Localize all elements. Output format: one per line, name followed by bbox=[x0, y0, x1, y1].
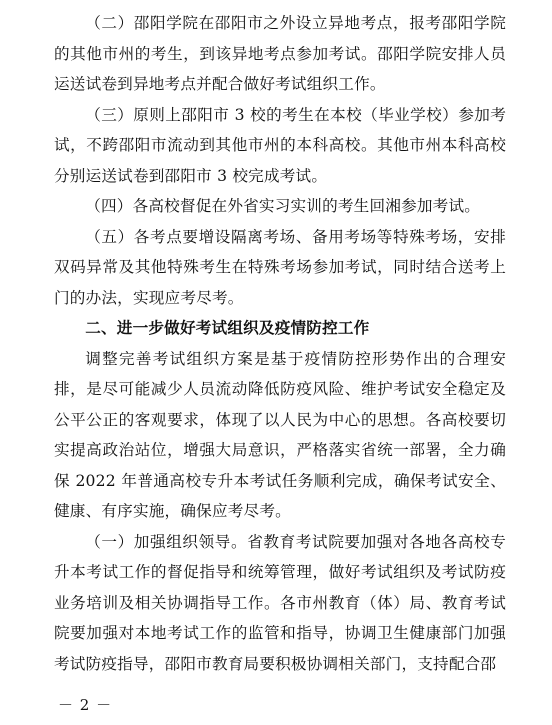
section-heading: 二、进一步做好考试组织及疫情防控工作 bbox=[85, 319, 370, 337]
paragraph-two: （二）邵阳学院在邵阳市之外设立异地考点，报考邵阳学院的其他市州的考生，到该异地考点参加考试。邵阳学院安排人员运送试卷到异地考点并配合做好考试组织工作。 bbox=[54, 14, 506, 93]
paragraph-three: （三）原则上邵阳市 3 校的考生在本校（毕业学校）参加考试，不跨邵阳市流动到其他市州的本科高校。其他市州本科高校分别运送试卷到邵阳市 3 校完成考试。 bbox=[54, 105, 506, 185]
organization-leadership-paragraph: （一）加强组织领导。省教育考试院要加强对各地各高校专升本考试工作的督促指导和统筹管理，做好考试组织及考试防疫业务培训及相关协调指导工作。各市州教育（体）局、教育考试院要加强对本地考试工作的监管和指导，协调卫生健康部门加强考试防疫指导，邵阳市教育局要积极协调相关部门，支持配合邵 bbox=[54, 532, 506, 673]
document-body bbox=[54, 8, 506, 679]
section-intro-paragraph: 调整完善考试组织方案是基于疫情防控形势作出的合理安排，是尽可能减少人员流动降低防疫风险、维护考试安全稳定及公平公正的客观要求，体现了以人民为中心的思想。各高校要切实提高政治站位，增强大局意识，严格落实省统一部署，全力确保 2022 年普通高校专升本考试任务顺利完成，确保考试安全、健康、有序实施，确保应考尽考。 bbox=[54, 349, 506, 520]
page-number: － 2 － bbox=[58, 696, 113, 714]
paragraph-four: （四）各高校督促在外省实习实训的考生回湘参加考试。 bbox=[85, 197, 481, 215]
paragraph-five: （五）各考点要增设隔离考场、备用考场等特殊考场，安排双码异常及其他特殊考生在特殊考场参加考试，同时结合送考上门的办法，实现应考尽考。 bbox=[54, 227, 506, 307]
